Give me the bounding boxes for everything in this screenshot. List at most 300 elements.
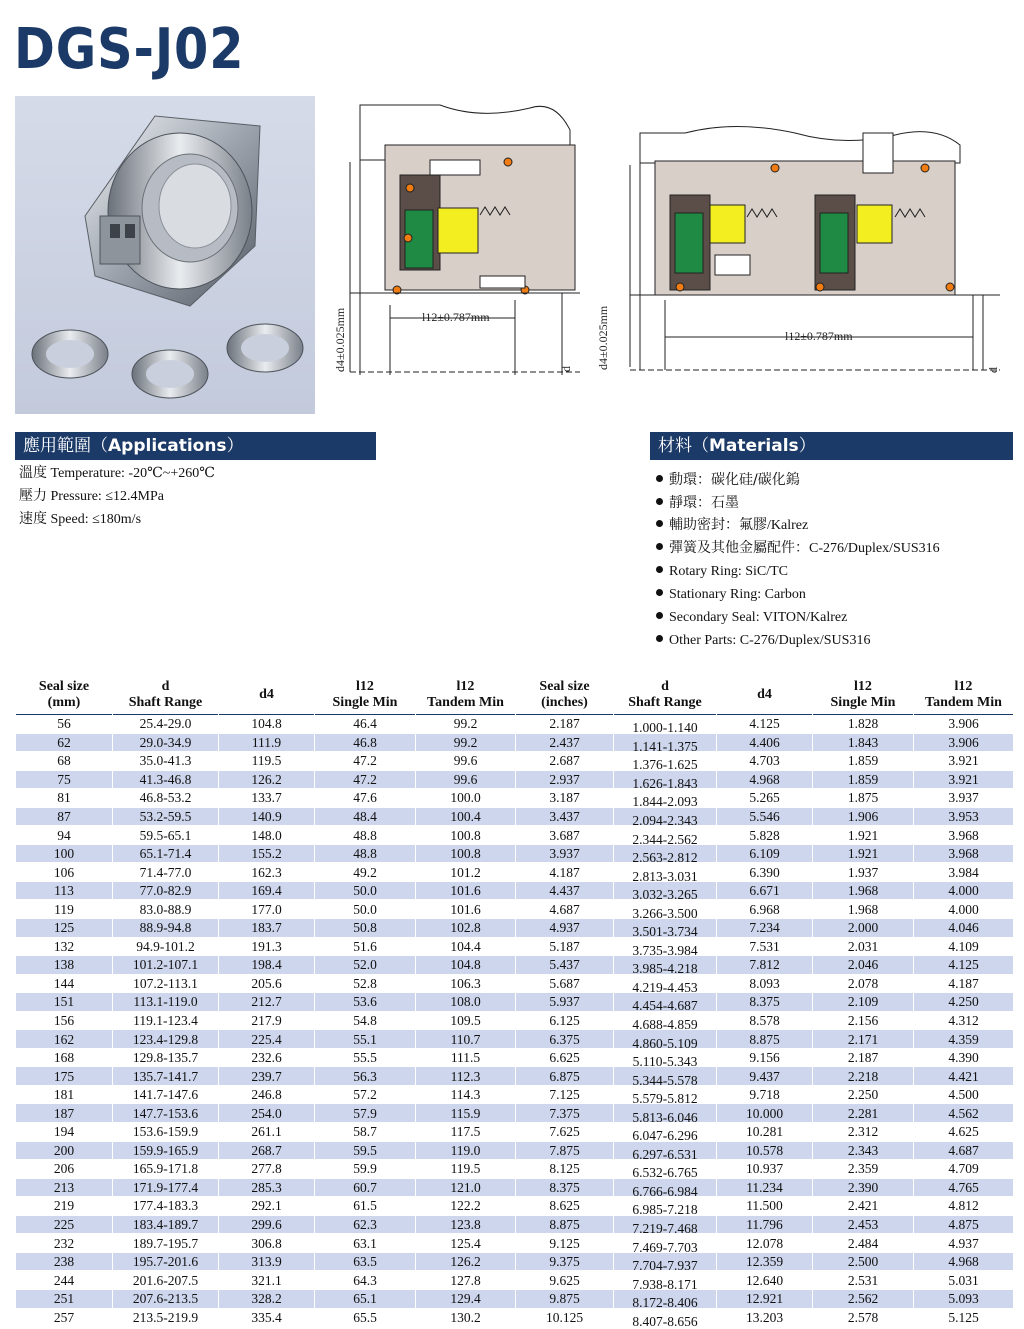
table-cell: 2.687 — [516, 752, 614, 771]
col-shaft-range-in: d Shaft Range — [628, 679, 702, 710]
table-cell: 232.6 — [219, 1048, 315, 1067]
table-cell: 2.250 — [813, 1085, 914, 1104]
single-seal-drawing — [330, 100, 585, 385]
table-cell: 3.984 — [914, 863, 1014, 882]
table-cell: 3.437 — [516, 807, 614, 826]
table-cell: 99.2 — [416, 733, 516, 752]
table-cell: 251 — [16, 1289, 113, 1308]
table-cell: 285.3 — [219, 1178, 315, 1197]
table-cell: 65.1 — [315, 1289, 416, 1308]
table-cell: 53.6 — [315, 993, 416, 1012]
table-cell: 1.968 — [813, 900, 914, 919]
table-cell: 177.0 — [219, 900, 315, 919]
table-cell: 2.562 — [813, 1289, 914, 1308]
table-row — [16, 1048, 1014, 1067]
table-cell: 156 — [16, 1011, 113, 1030]
seal-photo-illustration — [15, 96, 315, 414]
col-d4-mm: d4 — [259, 687, 274, 702]
table-cell: 183.7 — [219, 919, 315, 938]
table-cell: 5.125 — [914, 1308, 1014, 1327]
table-row — [16, 1178, 1014, 1197]
table-cell: 46.4 — [315, 715, 416, 734]
table-cell: 107.2-113.1 — [113, 974, 219, 993]
table-cell: 11.796 — [717, 1215, 813, 1234]
table-row — [16, 1252, 1014, 1271]
table-row — [16, 937, 1014, 956]
table-cell: 4.000 — [914, 900, 1014, 919]
table-cell: 141.7-147.6 — [113, 1085, 219, 1104]
col-d4-in: d4 — [757, 687, 772, 702]
table-cell: 5.093 — [914, 1289, 1014, 1308]
table-cell: 175 — [16, 1067, 113, 1086]
table-cell: 8.578 — [717, 1011, 813, 1030]
table-cell: 46.8-53.2 — [113, 789, 219, 808]
table-cell: 5.937 — [516, 993, 614, 1012]
table-cell: 75 — [16, 770, 113, 789]
table-cell: 63.1 — [315, 1234, 416, 1253]
col-l12-single-mm: l12 Single Min — [332, 679, 398, 710]
table-cell: 219 — [16, 1197, 113, 1216]
table-cell: 62.3 — [315, 1215, 416, 1234]
table-cell: 11.234 — [717, 1178, 813, 1197]
table-cell: 3.735-3.984 — [614, 937, 717, 956]
product-photo — [15, 96, 315, 414]
table-cell: 7.531 — [717, 937, 813, 956]
tandem-seal-drawing — [595, 125, 1005, 380]
table-cell: 47.6 — [315, 789, 416, 808]
table-cell: 48.4 — [315, 807, 416, 826]
table-cell: 246.8 — [219, 1085, 315, 1104]
table-cell: 4.421 — [914, 1067, 1014, 1086]
table-cell: 10.000 — [717, 1104, 813, 1123]
table-cell: 25.4-29.0 — [113, 715, 219, 734]
bullet-icon — [656, 612, 663, 619]
table-row — [16, 789, 1014, 808]
table-cell: 123.8 — [416, 1215, 516, 1234]
table-cell: 159.9-165.9 — [113, 1141, 219, 1160]
table-cell: 119.5 — [416, 1160, 516, 1179]
table-cell: 4.687 — [516, 900, 614, 919]
table-cell: 4.187 — [914, 974, 1014, 993]
page-title: DGS-J02 — [14, 17, 245, 82]
table-cell: 3.985-4.218 — [614, 956, 717, 975]
table-cell: 177.4-183.3 — [113, 1197, 219, 1216]
table-row — [16, 956, 1014, 975]
table-cell: 6.297-6.531 — [614, 1141, 717, 1160]
table-cell: 5.110-5.343 — [614, 1048, 717, 1067]
table-cell: 257 — [16, 1308, 113, 1327]
table-cell: 119.5 — [219, 752, 315, 771]
table-cell: 213.5-219.9 — [113, 1308, 219, 1327]
table-cell: 8.093 — [717, 974, 813, 993]
table-row — [16, 844, 1014, 863]
table-cell: 151 — [16, 993, 113, 1012]
table-cell: 99.6 — [416, 770, 516, 789]
table-cell: 7.469-7.703 — [614, 1234, 717, 1253]
table-cell: 2.484 — [813, 1234, 914, 1253]
table-cell: 102.8 — [416, 919, 516, 938]
applications-header-cn: 應用範圍（ — [23, 436, 108, 456]
table-cell: 114.3 — [416, 1085, 516, 1104]
table-cell: 6.125 — [516, 1011, 614, 1030]
material-item: 動環：碳化硅/碳化鎢 — [656, 471, 800, 490]
material-item: 彈簧及其他金屬配件：C-276/Duplex/SUS316 — [656, 539, 940, 558]
table-cell: 187 — [16, 1104, 113, 1123]
table-cell: 100 — [16, 844, 113, 863]
table-cell: 4.765 — [914, 1178, 1014, 1197]
table-cell: 212.7 — [219, 993, 315, 1012]
table-row — [16, 1215, 1014, 1234]
table-cell: 4.312 — [914, 1011, 1014, 1030]
table-cell: 1.968 — [813, 881, 914, 900]
table-cell: 7.125 — [516, 1085, 614, 1104]
table-cell: 52.8 — [315, 974, 416, 993]
table-cell: 62 — [16, 733, 113, 752]
table-cell: 3.921 — [914, 770, 1014, 789]
table-cell: 1.937 — [813, 863, 914, 882]
table-cell: 9.375 — [516, 1252, 614, 1271]
table-cell: 9.718 — [717, 1085, 813, 1104]
table-cell: 2.343 — [813, 1141, 914, 1160]
table-cell: 135.7-141.7 — [113, 1067, 219, 1086]
table-cell: 168 — [16, 1048, 113, 1067]
table-cell: 8.375 — [516, 1178, 614, 1197]
table-cell: 183.4-189.7 — [113, 1215, 219, 1234]
table-cell: 46.8 — [315, 733, 416, 752]
table-cell: 138 — [16, 956, 113, 975]
stationary-ring-1 — [710, 205, 745, 243]
table-cell: 1.859 — [813, 752, 914, 771]
table-cell: 206 — [16, 1160, 113, 1179]
col-l12-single-in: l12 Single Min — [830, 679, 896, 710]
d4-label-single: d4±0.025mm — [333, 307, 347, 372]
table-cell: 6.047-6.296 — [614, 1123, 717, 1142]
material-item: Stationary Ring: Carbon — [656, 586, 806, 604]
table-cell: 328.2 — [219, 1289, 315, 1308]
applications-header-close: ） — [226, 436, 244, 456]
table-cell: 8.125 — [516, 1160, 614, 1179]
table-cell: 56.3 — [315, 1067, 416, 1086]
table-cell: 106 — [16, 863, 113, 882]
table-cell: 111.5 — [416, 1048, 516, 1067]
table-cell: 2.453 — [813, 1215, 914, 1234]
table-cell: 9.125 — [516, 1234, 614, 1253]
table-cell: 122.2 — [416, 1197, 516, 1216]
table-cell: 1.844-2.093 — [614, 789, 717, 808]
col-l12-tandem-mm: l12 Tandem Min — [427, 679, 504, 710]
table-cell: 99.6 — [416, 752, 516, 771]
table-cell: 11.500 — [717, 1197, 813, 1216]
table-cell: 2.187 — [813, 1048, 914, 1067]
table-cell: 1.828 — [813, 715, 914, 734]
l12-label-tandem: l12±0.787mm — [785, 329, 853, 343]
table-cell: 127.8 — [416, 1271, 516, 1290]
table-cell: 56 — [16, 715, 113, 734]
table-cell: 12.921 — [717, 1289, 813, 1308]
table-cell: 205.6 — [219, 974, 315, 993]
table-cell: 5.344-5.578 — [614, 1067, 717, 1086]
table-cell: 112.3 — [416, 1067, 516, 1086]
table-cell: 126.2 — [416, 1252, 516, 1271]
table-cell: 48.8 — [315, 826, 416, 845]
table-row — [16, 1085, 1014, 1104]
application-pressure: 壓力 Pressure: ≤12.4MPa — [19, 488, 164, 504]
table-cell: 4.500 — [914, 1085, 1014, 1104]
l12-label-single: l12±0.787mm — [422, 310, 490, 324]
table-cell: 47.2 — [315, 770, 416, 789]
table-cell: 111.9 — [219, 733, 315, 752]
table-cell: 101.2-107.1 — [113, 956, 219, 975]
stationary-ring — [438, 208, 478, 253]
table-cell: 5.437 — [516, 956, 614, 975]
rotary-ring-1 — [675, 213, 703, 273]
table-cell: 119.0 — [416, 1141, 516, 1160]
table-cell: 232 — [16, 1234, 113, 1253]
table-cell: 54.8 — [315, 1011, 416, 1030]
table-cell: 299.6 — [219, 1215, 315, 1234]
table-cell: 2.578 — [813, 1308, 914, 1327]
table-cell: 50.0 — [315, 881, 416, 900]
table-cell: 3.937 — [516, 844, 614, 863]
table-cell: 59.5-65.1 — [113, 826, 219, 845]
table-cell: 87 — [16, 807, 113, 826]
table-cell: 52.0 — [315, 956, 416, 975]
table-cell: 10.281 — [717, 1123, 813, 1142]
table-cell: 195.7-201.6 — [113, 1252, 219, 1271]
table-cell: 207.6-213.5 — [113, 1289, 219, 1308]
table-cell: 3.937 — [914, 789, 1014, 808]
table-cell: 1.000-1.140 — [614, 715, 717, 734]
table-cell: 4.937 — [516, 919, 614, 938]
table-cell: 7.704-7.937 — [614, 1252, 717, 1271]
table-cell: 41.3-46.8 — [113, 770, 219, 789]
table-cell: 12.078 — [717, 1234, 813, 1253]
table-cell: 55.1 — [315, 1030, 416, 1049]
table-cell: 162.3 — [219, 863, 315, 882]
table-cell: 99.2 — [416, 715, 516, 734]
table-cell: 61.5 — [315, 1197, 416, 1216]
table-cell: 8.375 — [717, 993, 813, 1012]
table-cell: 2.218 — [813, 1067, 914, 1086]
table-cell: 2.187 — [516, 715, 614, 734]
table-cell: 244 — [16, 1271, 113, 1290]
table-cell: 5.813-6.046 — [614, 1104, 717, 1123]
table-cell: 53.2-59.5 — [113, 807, 219, 826]
table-cell: 4.406 — [717, 733, 813, 752]
table-row — [16, 881, 1014, 900]
table-cell: 225 — [16, 1215, 113, 1234]
col-l12-tandem-in: l12 Tandem Min — [925, 679, 1002, 710]
table-cell: 2.390 — [813, 1178, 914, 1197]
table-cell: 2.531 — [813, 1271, 914, 1290]
table-cell: 12.640 — [717, 1271, 813, 1290]
table-row — [16, 1011, 1014, 1030]
table-cell: 4.219-4.453 — [614, 974, 717, 993]
table-cell: 81 — [16, 789, 113, 808]
table-cell: 1.626-1.843 — [614, 770, 717, 789]
table-cell: 201.6-207.5 — [113, 1271, 219, 1290]
table-cell: 4.687 — [914, 1141, 1014, 1160]
table-cell: 4.860-5.109 — [614, 1030, 717, 1049]
table-cell: 4.046 — [914, 919, 1014, 938]
table-cell: 169.4 — [219, 881, 315, 900]
materials-header-en: Materials — [709, 436, 799, 456]
table-cell: 155.2 — [219, 844, 315, 863]
table-cell: 65.1-71.4 — [113, 844, 219, 863]
table-cell: 119 — [16, 900, 113, 919]
table-cell: 2.437 — [516, 733, 614, 752]
table-cell: 65.5 — [315, 1308, 416, 1327]
table-cell: 49.2 — [315, 863, 416, 882]
table-cell: 1.859 — [813, 770, 914, 789]
table-cell: 2.937 — [516, 770, 614, 789]
table-cell: 6.766-6.984 — [614, 1178, 717, 1197]
table-cell: 2.171 — [813, 1030, 914, 1049]
material-item: Rotary Ring: SiC/TC — [656, 563, 788, 581]
table-row — [16, 1308, 1014, 1327]
table-cell: 181 — [16, 1085, 113, 1104]
table-cell: 7.234 — [717, 919, 813, 938]
application-speed: 速度 Speed: ≤180m/s — [19, 511, 142, 527]
table-cell: 7.812 — [717, 956, 813, 975]
table-cell: 64.3 — [315, 1271, 416, 1290]
table-cell: 147.7-153.6 — [113, 1104, 219, 1123]
ring-2 — [132, 350, 208, 398]
table-cell: 9.875 — [516, 1289, 614, 1308]
bullet-icon — [656, 475, 663, 482]
table-cell: 88.9-94.8 — [113, 919, 219, 938]
table-cell: 4.562 — [914, 1104, 1014, 1123]
table-cell: 9.625 — [516, 1271, 614, 1290]
table-cell: 129.8-135.7 — [113, 1048, 219, 1067]
table-row — [16, 863, 1014, 882]
table-cell: 321.1 — [219, 1271, 315, 1290]
table-cell: 4.875 — [914, 1215, 1014, 1234]
bullet-icon — [656, 498, 663, 505]
table-cell: 140.9 — [219, 807, 315, 826]
table-cell: 4.125 — [717, 715, 813, 734]
table-cell: 104.8 — [219, 715, 315, 734]
table-cell: 60.7 — [315, 1178, 416, 1197]
table-cell: 100.0 — [416, 789, 516, 808]
applications-header-en: Applications — [108, 436, 227, 456]
table-cell: 2.421 — [813, 1197, 914, 1216]
table-cell: 100.8 — [416, 844, 516, 863]
table-cell: 1.906 — [813, 807, 914, 826]
table-row — [16, 752, 1014, 771]
table-cell: 3.968 — [914, 844, 1014, 863]
bullet-icon — [656, 635, 663, 642]
table-row — [16, 1123, 1014, 1142]
table-cell: 7.875 — [516, 1141, 614, 1160]
table-cell: 94 — [16, 826, 113, 845]
table-cell: 238 — [16, 1252, 113, 1271]
table-cell: 1.921 — [813, 844, 914, 863]
table-row — [16, 1234, 1014, 1253]
table-cell: 306.8 — [219, 1234, 315, 1253]
table-cell: 198.4 — [219, 956, 315, 975]
material-item: Other Parts: C-276/Duplex/SUS316 — [656, 632, 870, 650]
table-cell: 125.4 — [416, 1234, 516, 1253]
table-cell: 5.828 — [717, 826, 813, 845]
materials-header — [650, 432, 1013, 460]
table-cell: 4.000 — [914, 881, 1014, 900]
table-cell: 7.625 — [516, 1123, 614, 1142]
materials-header-close: ） — [798, 436, 816, 456]
table-cell: 3.032-3.265 — [614, 881, 717, 900]
table-cell: 4.359 — [914, 1030, 1014, 1049]
table-cell: 5.031 — [914, 1271, 1014, 1290]
table-cell: 191.3 — [219, 937, 315, 956]
main-seal-body — [85, 116, 260, 306]
table-cell: 48.8 — [315, 844, 416, 863]
table-cell: 50.8 — [315, 919, 416, 938]
table-cell: 239.7 — [219, 1067, 315, 1086]
table-body — [16, 715, 1014, 1327]
table-cell: 2.046 — [813, 956, 914, 975]
table-cell: 2.109 — [813, 993, 914, 1012]
materials-header-cn: 材料（ — [658, 436, 709, 456]
table-cell: 148.0 — [219, 826, 315, 845]
table-cell: 4.937 — [914, 1234, 1014, 1253]
table-cell: 58.7 — [315, 1123, 416, 1142]
table-cell: 133.7 — [219, 789, 315, 808]
table-cell: 2.156 — [813, 1011, 914, 1030]
table-cell: 8.875 — [516, 1215, 614, 1234]
d4-label-tandem: d4±0.025mm — [596, 305, 610, 370]
table-cell: 4.968 — [914, 1252, 1014, 1271]
table-cell: 2.094-2.343 — [614, 807, 717, 826]
spec-table — [15, 676, 1014, 1327]
table-cell: 68 — [16, 752, 113, 771]
table-row — [16, 1067, 1014, 1086]
table-cell: 165.9-171.8 — [113, 1160, 219, 1179]
applications-header — [15, 432, 376, 460]
table-cell: 100.8 — [416, 826, 516, 845]
table-cell: 6.968 — [717, 900, 813, 919]
table-cell: 35.0-41.3 — [113, 752, 219, 771]
table-cell: 2.813-3.031 — [614, 863, 717, 882]
table-cell: 335.4 — [219, 1308, 315, 1327]
table-cell: 10.937 — [717, 1160, 813, 1179]
ring-3 — [227, 324, 303, 372]
table-row — [16, 1141, 1014, 1160]
bullet-icon — [656, 566, 663, 573]
table-row — [16, 715, 1014, 734]
bullet-icon — [656, 589, 663, 596]
table-cell: 313.9 — [219, 1252, 315, 1271]
table-cell: 119.1-123.4 — [113, 1011, 219, 1030]
table-cell: 6.625 — [516, 1048, 614, 1067]
table-row — [16, 807, 1014, 826]
table-cell: 126.2 — [219, 770, 315, 789]
table-cell: 100.4 — [416, 807, 516, 826]
table-cell: 115.9 — [416, 1104, 516, 1123]
table-cell: 8.407-8.656 — [614, 1308, 717, 1327]
table-cell: 2.500 — [813, 1252, 914, 1271]
table-row — [16, 770, 1014, 789]
table-cell: 8.172-8.406 — [614, 1289, 717, 1308]
bullet-icon — [656, 520, 663, 527]
table-cell: 194 — [16, 1123, 113, 1142]
table-cell: 217.9 — [219, 1011, 315, 1030]
table-cell: 129.4 — [416, 1289, 516, 1308]
table-row — [16, 900, 1014, 919]
table-cell: 213 — [16, 1178, 113, 1197]
table-cell: 101.6 — [416, 881, 516, 900]
table-cell: 8.625 — [516, 1197, 614, 1216]
table-cell: 2.031 — [813, 937, 914, 956]
